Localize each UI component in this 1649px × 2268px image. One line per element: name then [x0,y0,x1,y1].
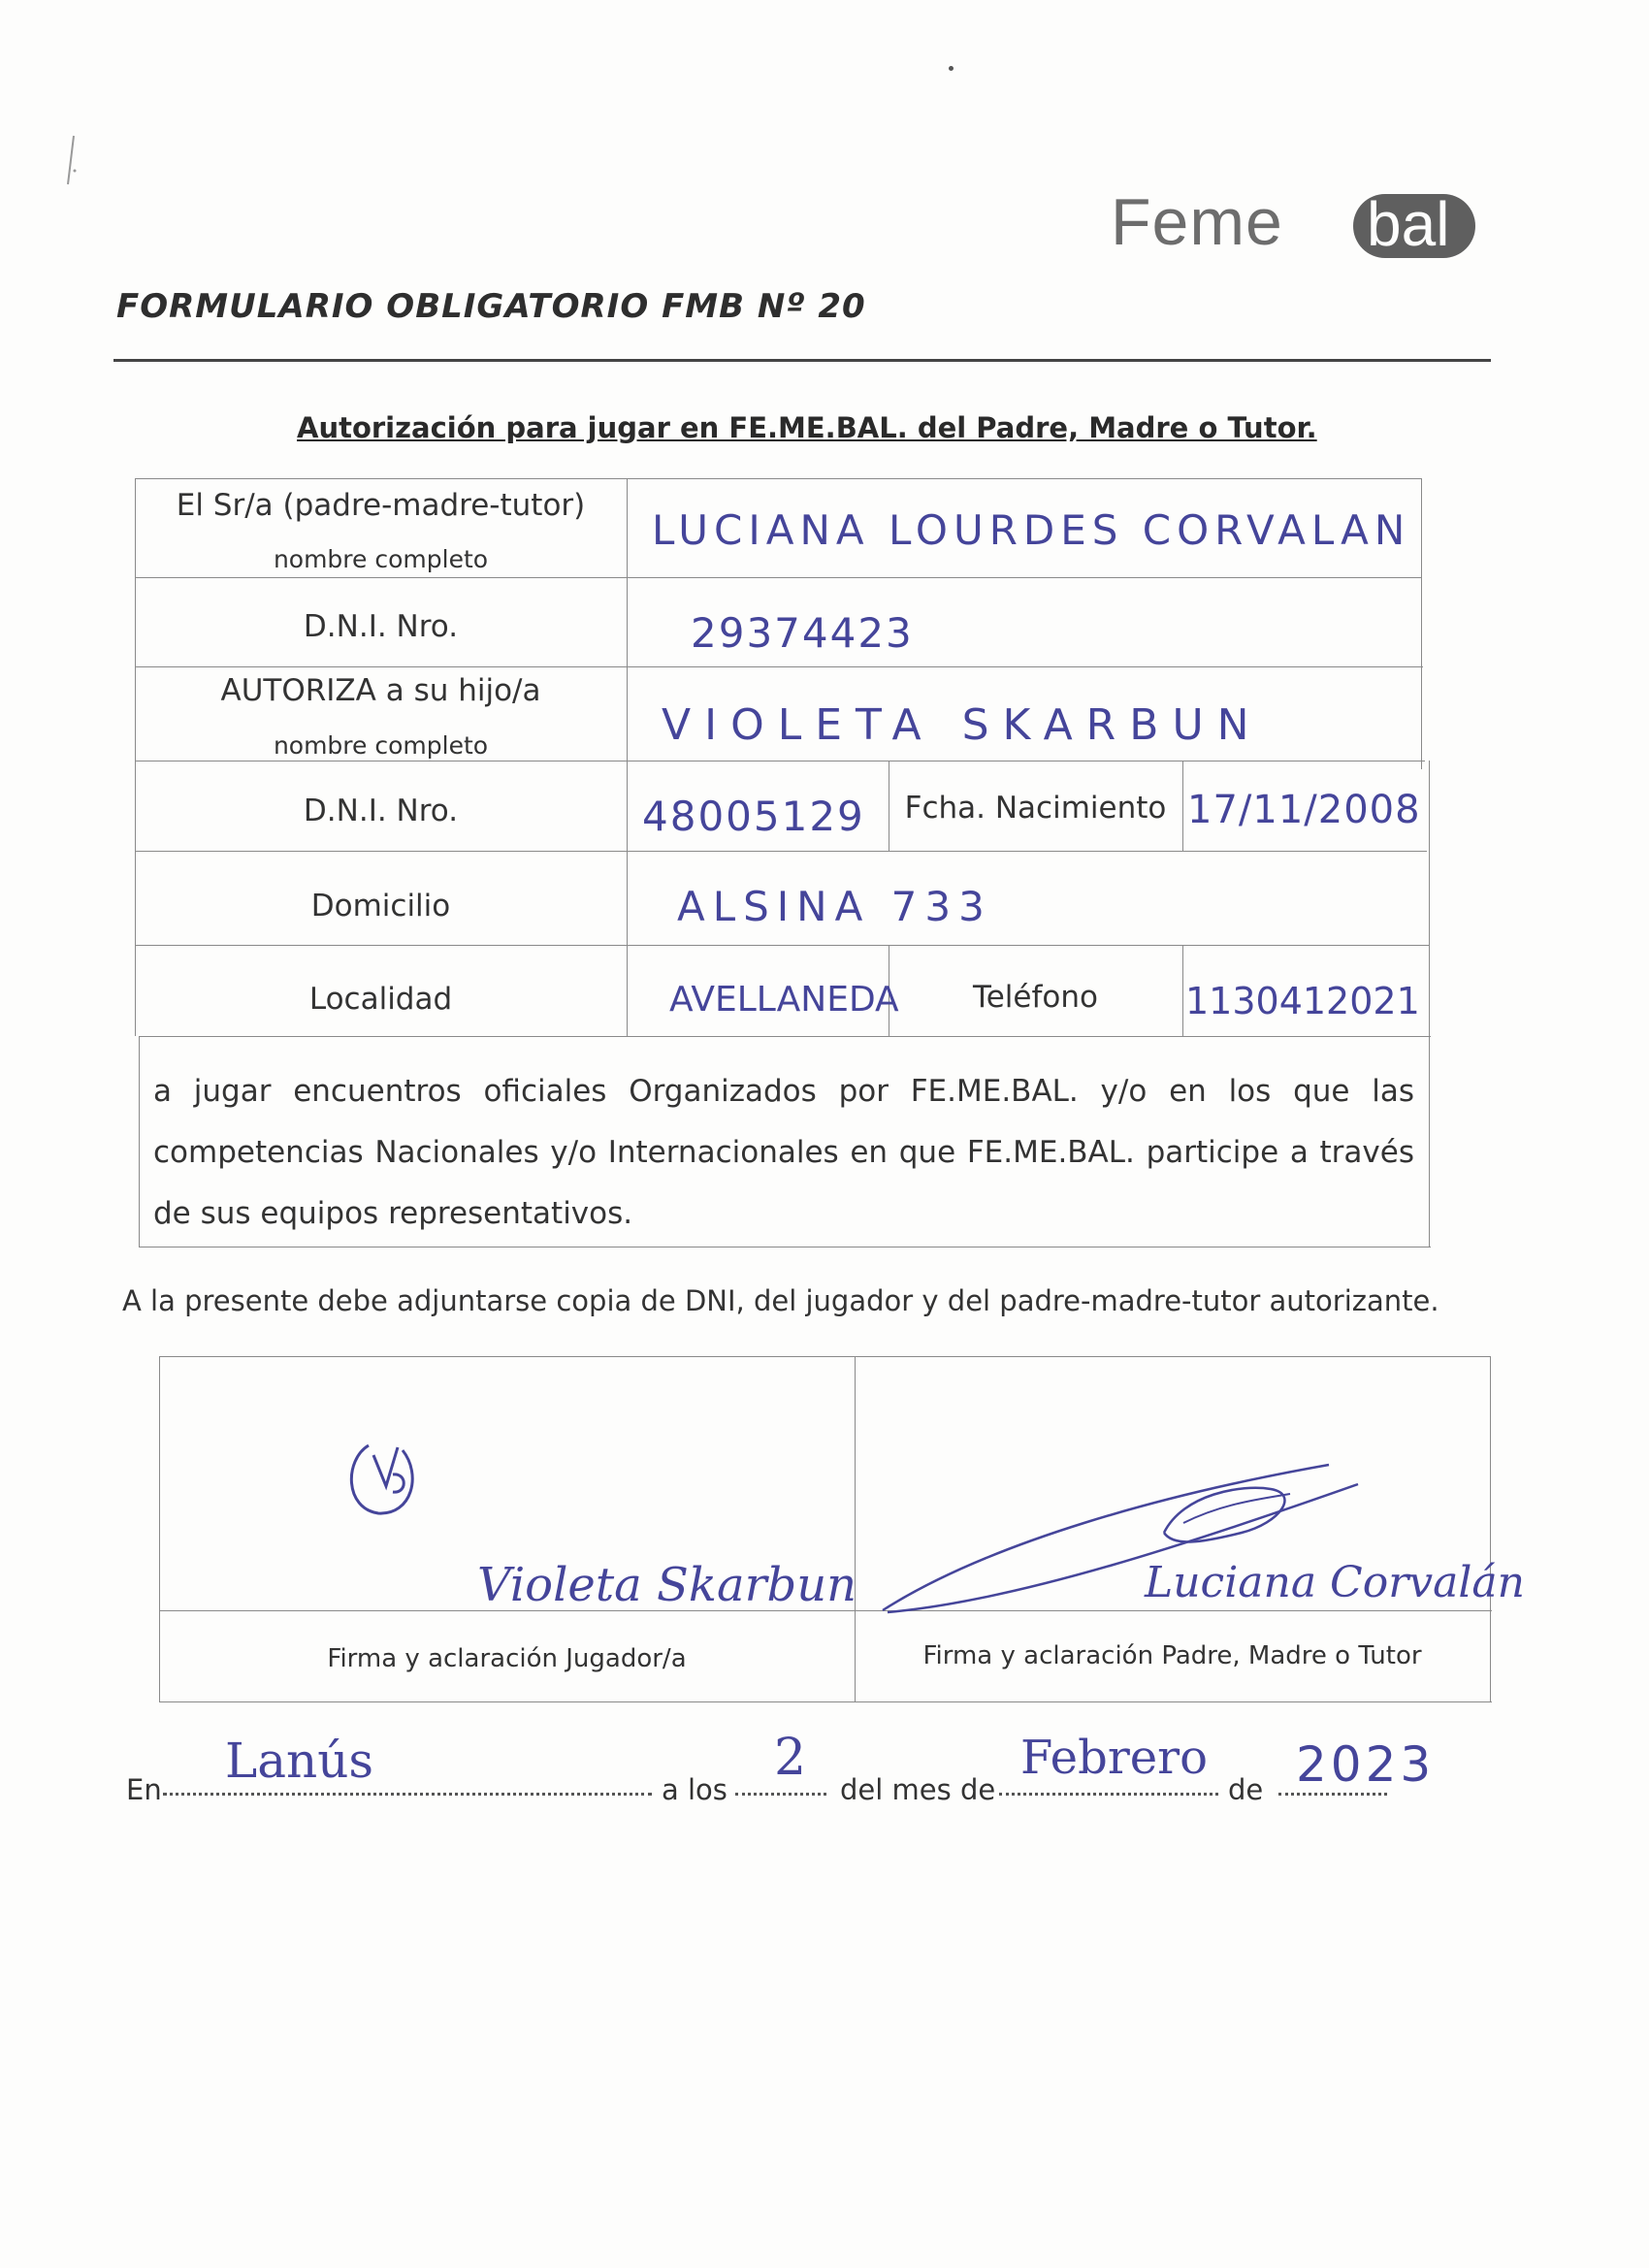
locality-label: Localidad [308,982,453,1017]
footer-year-value: 2023 [1296,1736,1436,1793]
parent-dni-label: D.N.I. Nro. [303,609,459,644]
birth-date-label: Fcha. Nacimiento [904,791,1167,826]
child-dni-value: 48005129 [642,793,865,840]
parent-dni-value: 29374423 [691,609,914,657]
address-value: ALSINA 733 [677,883,992,930]
player-signature-label: Firma y aclaración Jugador/a [327,1644,687,1673]
authorizes-label: AUTORIZA a su hijo/a [220,673,541,708]
player-clarification: Violeta Skarbun [477,1558,857,1612]
child-dni-label: D.N.I. Nro. [303,794,459,828]
footer-month-value: Febrero [1020,1731,1209,1785]
logo-text-right: bal [1367,189,1450,259]
parent-label: El Sr/a (padre-madre-tutor) [176,488,586,523]
notice-text: A la presente debe adjuntarse copia de DNI, del jugador y del padre-madre-tutor autorizante. [122,1284,1439,1317]
footer-month-label: del mes de [840,1773,996,1806]
parent-clarification: Luciana Corvalán [1145,1558,1525,1607]
footer-place-value: Lanús [225,1733,374,1789]
birth-date-value: 17/11/2008 [1187,788,1421,832]
child-name-hint: nombre completo [273,731,489,760]
parent-signature-label: Firma y aclaración Padre, Madre o Tutor [922,1641,1422,1670]
parent-name-hint: nombre completo [273,545,489,573]
authorization-body-text: a jugar encuentros oficiales Organizados por FE.ME.BAL. y/o en los que las competencias Nacionales y/o Internacionales en que FE.ME.BAL. participe a través de sus equipos representativos. [153,1074,1414,1231]
locality-value: AVELLANEDA [669,980,899,1020]
footer-day-value: 2 [774,1729,807,1787]
form-title: FORMULARIO OBLIGATORIO FMB Nº 20 [116,287,866,326]
logo-text-left: Feme [1111,185,1283,259]
address-label: Domicilio [310,889,451,923]
scan-speck [949,66,954,71]
parent-name-value: LUCIANA LOURDES CORVALAN [652,506,1411,554]
subtitle: Autorización para jugar en FE.ME.BAL. del Padre, Madre o Tutor. [297,411,1317,444]
phone-value: 1130412021 [1185,980,1420,1022]
footer-en-label: En [126,1773,162,1806]
child-name-value: VIOLETA SKARBUN [662,700,1263,750]
footer-a-los-label: a los [662,1773,728,1806]
phone-label: Teléfono [973,980,1098,1015]
footer-year-label: de [1228,1773,1264,1806]
